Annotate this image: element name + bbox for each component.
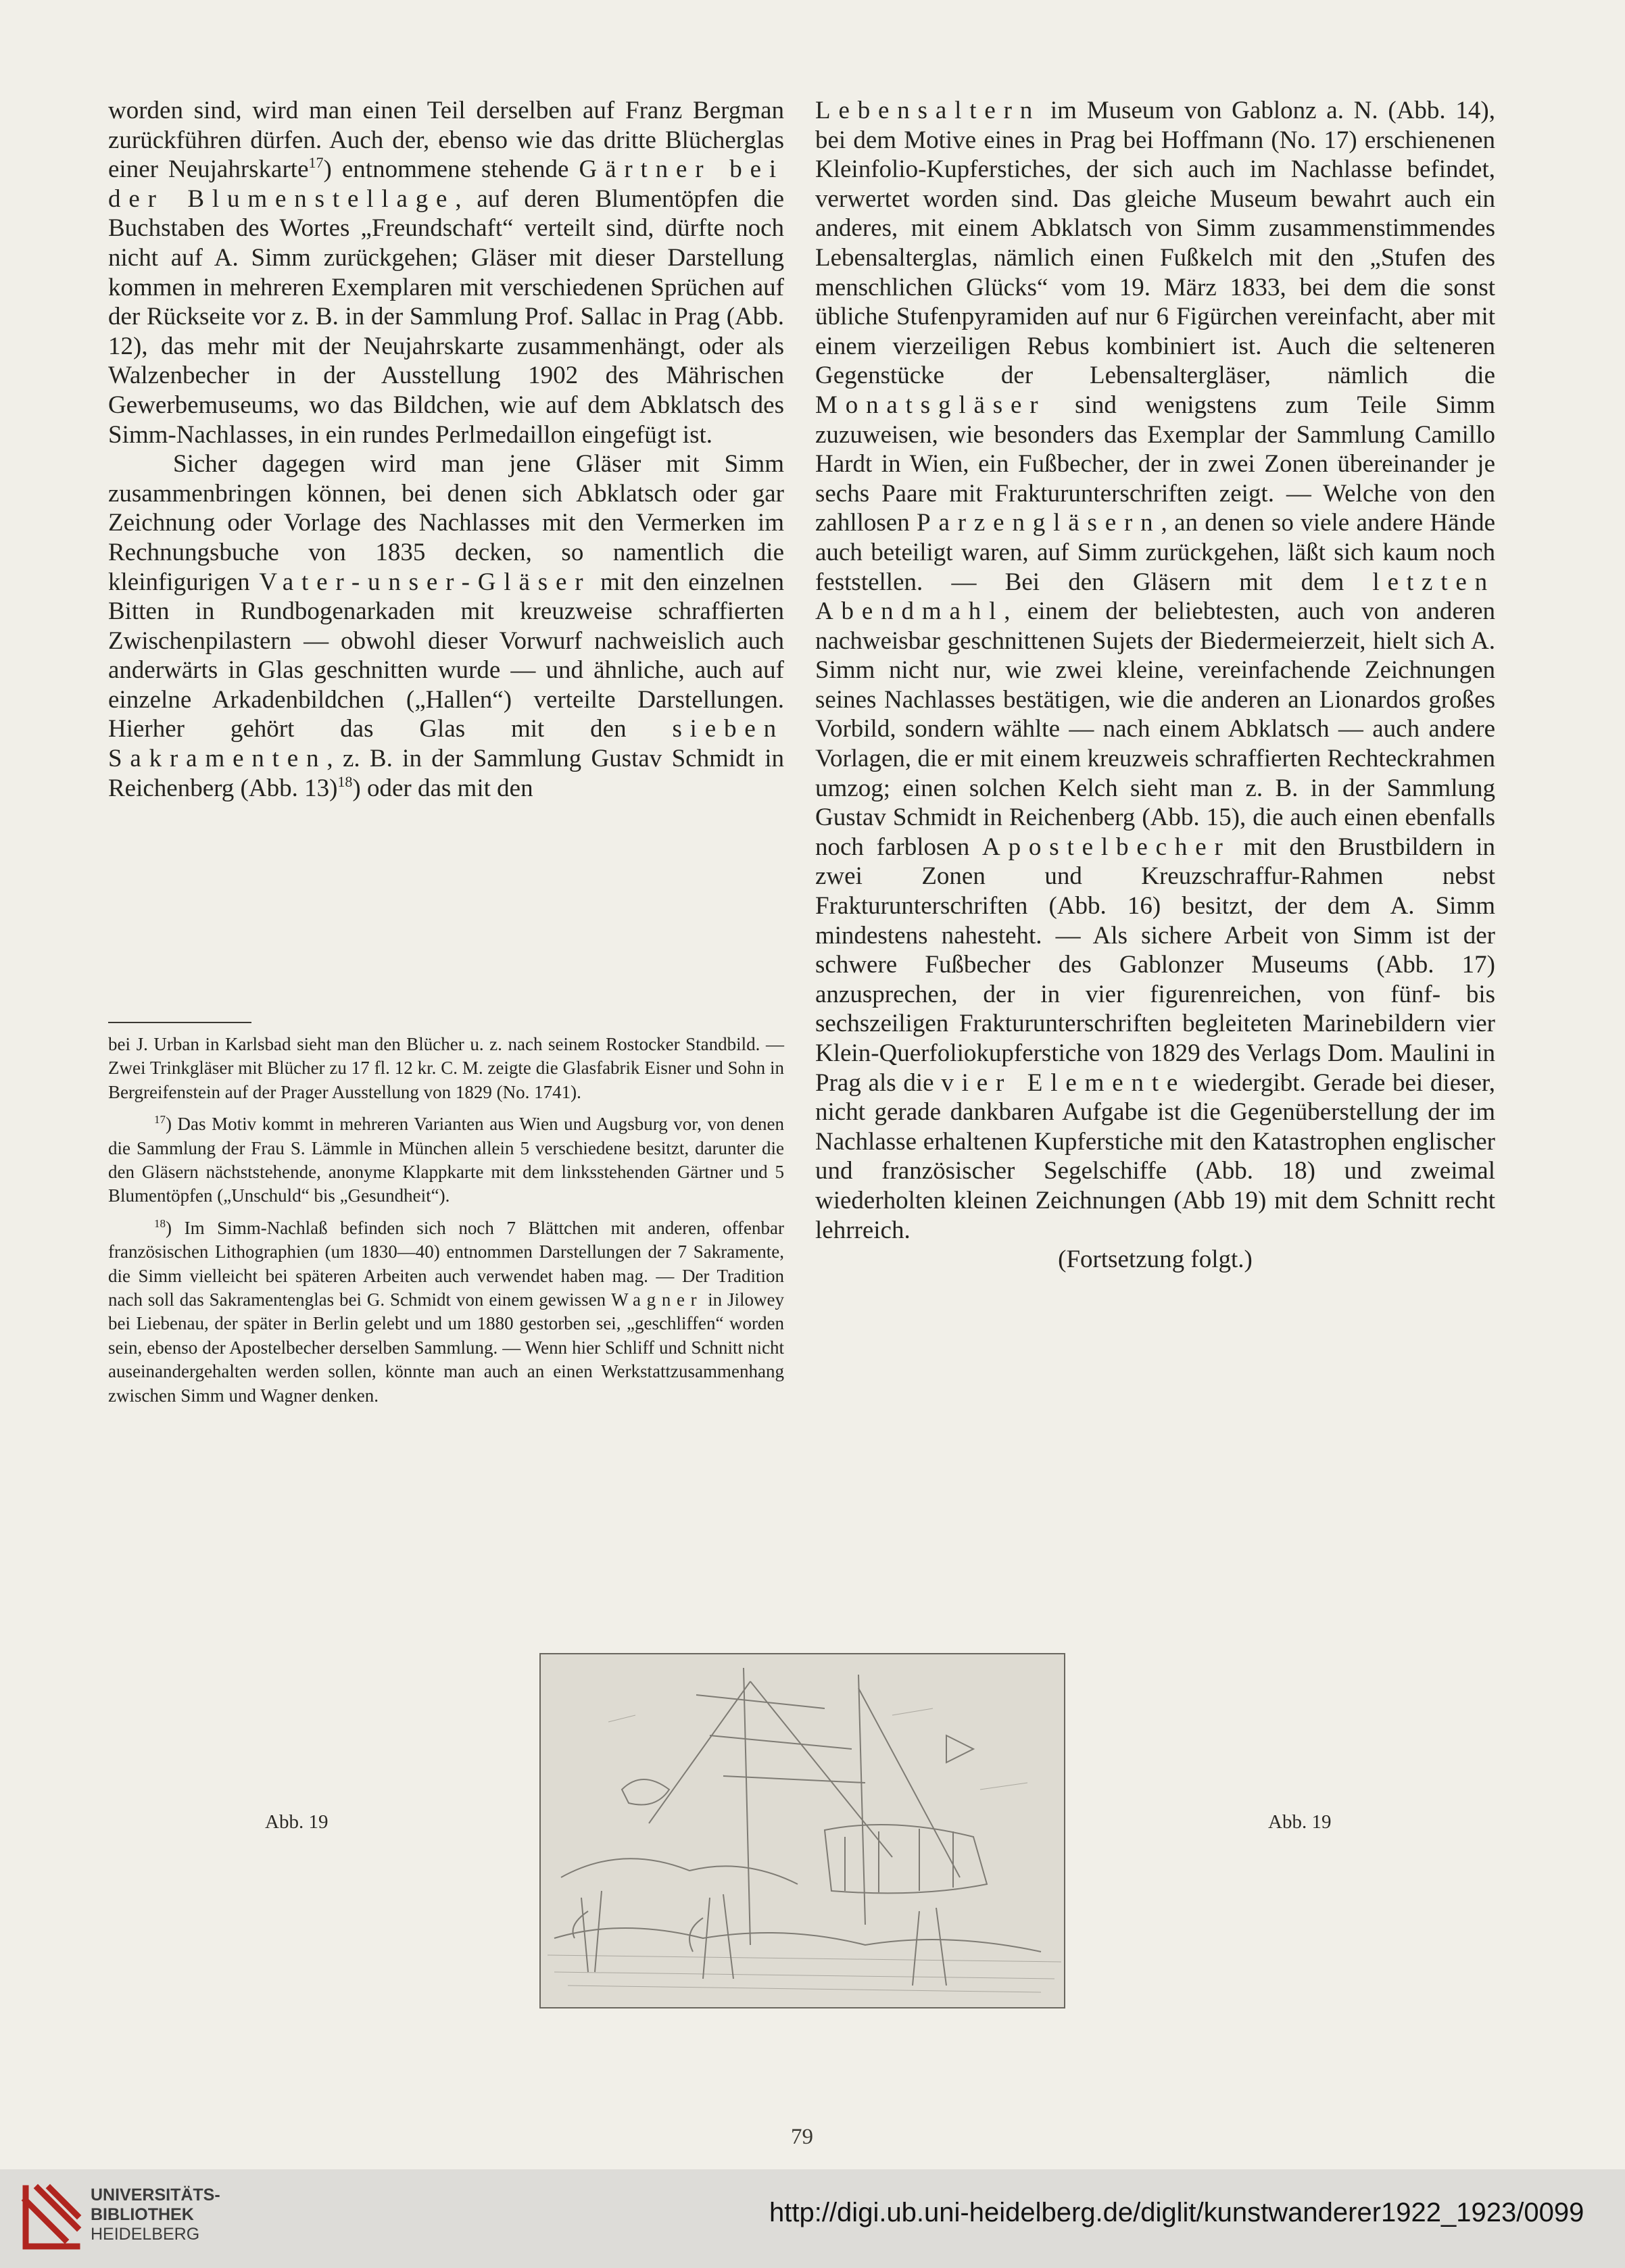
text-run: mit den einzelnen Bitten in Rundbogenarkaden mit kreuzweise schraffierten Zwischenpilastern — obwohl dieser Vorwurf nachweislich auch anderwärts in Glas geschnitten wurde — und ähnliche, auch auf einzelne Arkadenbildchen („Hallen“) verteilte Darstellungen. Hierher gehört das Glas mit den [108, 568, 784, 743]
footnote-number: 18 [154, 1216, 166, 1230]
library-name-line: UNIVERSITÄTS- [91, 2186, 220, 2204]
text-run: im Museum von Gablonz a. N. (Abb. 14), bei dem Motive eines in Prag bei Hoffmann (No. 17) erschienenen Kleinfolio-Kupferstiches, der sich auch im Nachlasse befindet, verwertet worden sind. Das gleiche Museum bewahrt auch ein anderes, mit einem Abklatsch von Simm zusammenstimmendes Lebensalterglas, nämlich einen Fußkelch mit den „Stufen des menschlichen Glücks“ vom 19. März 1833, bei dem die sonst übliche Stufenpyramiden auf nur 6 Figürchen vereinfacht, aber mit einem vierzeiligen Rebus kombiniert ist. Auch die selteneren Gegenstücke der Lebensaltergläser, nämlich die [815, 97, 1495, 390]
text-run: , auf deren Blumentöpfen die Buchstaben des Wortes „Freundschaft“ verteilt sind, dürfte noch nicht auf A. Simm zurückgehen; Gläser mit dieser Darstellung kommen in mehreren Exemplaren mit verschiedenen Sprüchen auf der Rückseite vor z. B. in der Sammlung Prof. Sallac in Prag (Abb. 12), das mehr mit der Neujahrskarte zusammenhängt, oder als Walzenbecher in der Ausstellung 1902 des Mährischen Gewerbemuseums, wo das Bildchen, wie auf dem Abklatsch des Simm-Nachlasses, in ein rundes Perlmedaillon eingefügt ist. [108, 184, 785, 449]
library-name-line: HEIDELBERG [91, 2225, 200, 2244]
spaced-emphasis: Wagner [611, 1289, 703, 1310]
footnote-text: ) Das Motiv kommt in mehreren Varianten aus Wien und Augsburg vor, von denen die Sammlung der Frau S. Lämmle in München allein 5 verschiedene besitzt, darunter die den Gläsern nächststehende, anonyme Klappkarte mit dem linksstehenden Gärtner und 5 Blumentöpfen („Unschuld“ bis „Gesundheit“). [108, 1114, 784, 1206]
text-run: sind wenigstens zum Teile Simm zuzuweisen, wie besonders das Exemplar der Sammlung Camillo Hardt in Wien, ein Fußbecher, der in zwei Zonen übereinander je sechs Paare mit Frakturunterschriften zeigt. — Welche von den zahllosen [815, 391, 1495, 537]
footnote-number: 17 [154, 1113, 166, 1127]
text-run: ) oder das mit den [352, 774, 533, 802]
figure-caption-left: Abb. 19 [265, 1811, 329, 1833]
footnote-ref-18[interactable]: 18 [337, 772, 353, 790]
footnote-continuation: bei J. Urban in Karlsbad sieht man den Blücher u. z. nach seinem Rostocker Standbild. — Zwei Trinkgläser mit Blücher zu 17 fl. 12 kr. C. M. zeigte die Glasfabrik Eisner und Sohn in Bergreifenstein auf der Prager Ausstellung von 1829 (No. 1741). [108, 1034, 784, 1102]
text-run: ) entnommene stehende [323, 155, 569, 184]
library-name [91, 2186, 220, 2244]
footnote-18 [108, 1216, 784, 1408]
figure-caption-right: Abb. 19 [1268, 1811, 1332, 1833]
library-name-line: BIBLIOTHEK [91, 2205, 194, 2224]
spaced-emphasis: vier Elemente [941, 1068, 1186, 1097]
text-run: worden sind, wird man einen Teil derselben auf Franz Bergman zurückführen dürfen. Auch der, ebenso wie das dritte Blücherglas einer Neujahrskarte [108, 97, 784, 184]
left-text-column [108, 96, 784, 803]
footnote-divider [108, 1022, 251, 1023]
spaced-emphasis: letzten Abendmahl [815, 568, 1496, 626]
text-run: wiedergibt. Gerade bei dieser, nicht gerade dankbaren Aufgabe ist die Gegenüberstellung der im Nachlasse erhaltenen Kupferstiche mit den Katastrophen englischer und französischer Segelschiffe (Abb. 18) und zweimal wiederholten kleinen Zeichnungen (Abb 19) mit dem Schnitt recht lehrreich. [815, 1068, 1496, 1244]
ship-sketch-image [541, 1654, 1064, 2007]
right-paragraph-1 [815, 96, 1495, 1245]
left-paragraph-1 [108, 96, 784, 449]
footnote-17 [108, 1112, 784, 1208]
spaced-emphasis: Apostelbecher [982, 833, 1231, 861]
spaced-emphasis: Gärtner bei der Blumenstellage [108, 155, 785, 213]
source-url-link[interactable]: http://digi.ub.uni-heidelberg.de/diglit/kunstwanderer1922_1923/0099 [769, 2198, 1584, 2227]
continued-note: (Fortsetzung folgt.) [1058, 1246, 1253, 1274]
figure-abb-19-sketch [539, 1653, 1065, 2008]
text-run: Sicher dagegen wird man jene Gläser mit Simm zusammenbringen können, bei denen sich Abklatsch oder gar Zeichnung oder Vorlage des Nachlasses mit den Vermerken im Rechnungsbuche von 1835 decken, so namentlich die kleinfigurigen [108, 450, 784, 596]
right-text-column [815, 96, 1495, 1275]
footnotes [108, 1033, 784, 1416]
text-run: , an denen so viele andere Hände auch beteiligt waren, auf Simm zurückgehen, läßt sich kaum noch feststellen. — Bei den Gläsern mit dem [815, 509, 1495, 596]
page-number: 79 [791, 2125, 813, 2149]
text-run: , einem der beliebtesten, auch von anderen nachweisbar geschnittenen Sujets der Biedermeierzeit, hielt sich A. Simm nicht nur, wie zwei kleine, vereinfachende Zeichnungen seines Nachlasses bestätigen, wie die anderen an Lionardos großes Vorbild, sondern wählte — nach einem Abklatsch — auch andere Vorlagen, die er mit einem kreuzweis schraffierten Rechteckrahmen umzog; einen solchen Kelch sieht man z. B. in der Sammlung Gustav Schmidt in Reichenberg (Abb. 15), die auch einen ebenfalls noch farblosen [815, 597, 1495, 861]
library-logo-icon [18, 2180, 85, 2254]
spaced-emphasis: Vater-unser-Gläser [259, 568, 591, 596]
spaced-emphasis: Parzengläsern [917, 509, 1161, 537]
spaced-emphasis: sieben Sakramenten [108, 715, 785, 773]
footnote-text: ) Im Simm-Nachlaß befinden sich noch 7 Blättchen mit anderen, offenbar französischen Lithographien (um 1830—40) entnommen Darstellungen der 7 Sakramente, die Simm vielleicht bei späteren Arbeiten auch verwendet haben mag. — Der Tradition nach soll das Sakramentenglas bei G. Schmidt von einem gewissen [108, 1217, 784, 1310]
spaced-emphasis: Monatsgläser [815, 391, 1046, 419]
spaced-emphasis: Lebensaltern [815, 97, 1041, 124]
left-paragraph-2 [108, 449, 784, 803]
text-run: mit den Brustbildern in zwei Zonen und Kreuzschraffur-Rahmen nebst Frakturunterschriften (Abb. 16) besitzt, der dem A. Simm mindestens nahesteht. — Als sichere Arbeit von Simm ist der schwere Fußbecher des Gablonzer Museums (Abb. 17) anzusprechen, der in vier figurenreichen, von fünf- bis sechszeiligen Frakturunterschriften begleiteten Marinebildern vier Klein-Querfoliokupferstiche von 1829 des Verlags Dom. Maulini in Prag als die [815, 833, 1496, 1097]
footnote-text: in Jilowey bei Liebenau, der später in Berlin gelebt und um 1880 gestorben sei, „geschliffen“ worden sein, ebenso der Apostelbecher derselben Sammlung. — Wenn hier Schliff und Schnitt nicht auseinandergehalten werden sollen, könnte man auch an einen Werkstattzusammenhang zwischen Simm und Wagner denken. [108, 1289, 785, 1406]
text-run: , z. B. in der Sammlung Gustav Schmidt in Reichenberg (Abb. 13) [108, 745, 784, 802]
footnote-ref-17[interactable]: 17 [308, 154, 324, 172]
